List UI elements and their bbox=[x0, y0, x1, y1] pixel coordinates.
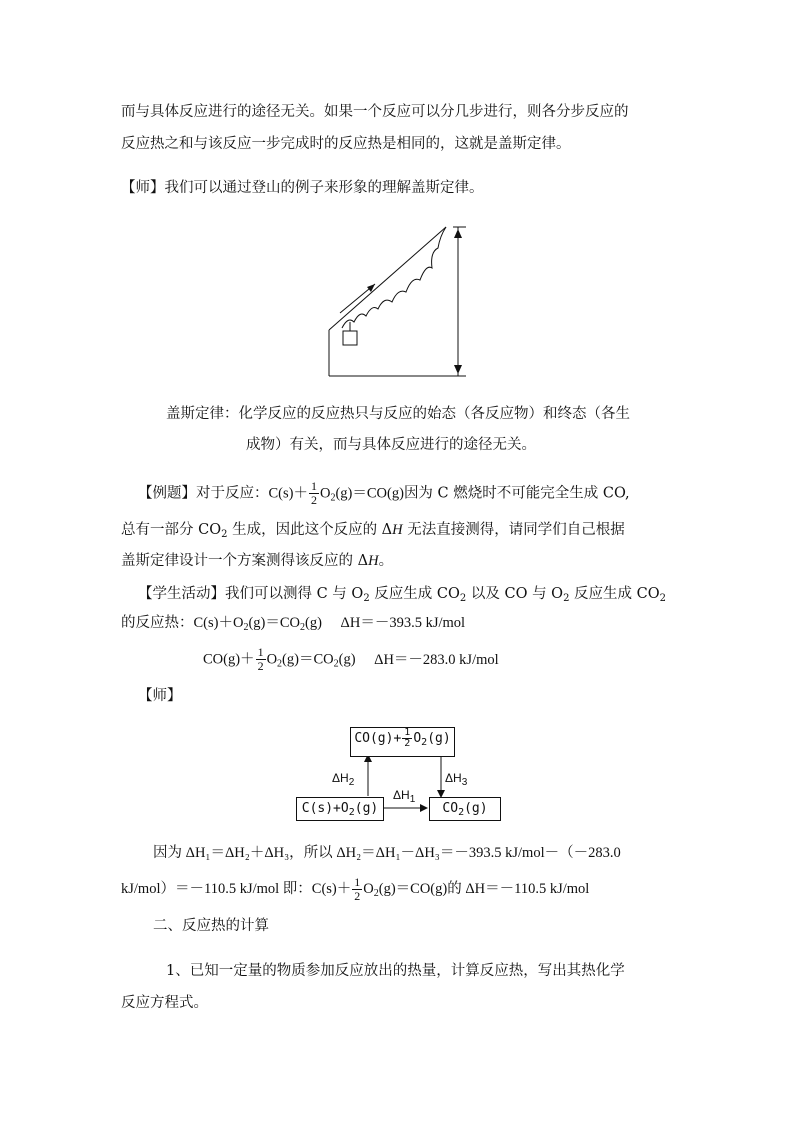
hess-law-line-2: 成物）有关，而与具体反应进行的途径无关。 bbox=[246, 437, 536, 453]
fraction-half bbox=[256, 646, 266, 673]
because-l2-b: O bbox=[363, 880, 374, 897]
delta-h-text: ΔH bbox=[393, 788, 410, 802]
activity-l1-b: 反应生成 CO bbox=[369, 586, 460, 602]
activity-line-2 bbox=[121, 613, 465, 633]
top-box-sub: 2 bbox=[421, 737, 428, 748]
mountain-climbing-figure bbox=[320, 218, 480, 382]
activity-tag: 【学生活动】 bbox=[138, 586, 225, 602]
activity-line-3 bbox=[203, 646, 499, 673]
final-state-box bbox=[429, 797, 501, 821]
activity-eq2-c: (g)＝CO bbox=[282, 651, 334, 668]
fraction-numerator: 1 bbox=[310, 479, 317, 493]
activity-eq2-d: (g) bbox=[338, 651, 356, 668]
activity-eq1-a: C(s)＋O bbox=[193, 615, 244, 631]
example-l3-b: 。 bbox=[378, 553, 394, 569]
delta-h3-label bbox=[445, 771, 468, 788]
example-l2-sub: 2 bbox=[221, 529, 228, 540]
delta-h2-label bbox=[332, 771, 355, 788]
activity-eq1-c: (g) bbox=[305, 615, 322, 631]
activity-sub: 2 bbox=[277, 658, 283, 670]
activity-sub: 2 bbox=[333, 658, 339, 670]
example-line-1 bbox=[138, 480, 630, 507]
example-lead: 对于反应： bbox=[196, 485, 269, 502]
fraction-denominator: 2 bbox=[354, 889, 361, 903]
top-box-c: (g) bbox=[427, 731, 451, 746]
activity-l1-c: 以及 CO 与 O bbox=[466, 586, 564, 602]
example-eq-right: (g)＝CO(g) bbox=[335, 485, 404, 502]
activity-line-1 bbox=[138, 584, 666, 604]
activity-eq1-b: (g)＝CO bbox=[248, 615, 301, 631]
example-l2-h: H bbox=[392, 522, 403, 538]
activity-sub: 2 bbox=[300, 622, 306, 633]
activity-l1-d: 反应生成 CO bbox=[569, 586, 660, 602]
activity-eq2-dh: ΔH＝－283.0 kJ/mol bbox=[374, 651, 499, 668]
delta-h-sub: 1 bbox=[409, 794, 416, 805]
fraction-denominator: 2 bbox=[404, 738, 411, 749]
section-2-heading: 二、反应热的计算 bbox=[153, 918, 269, 934]
example-l2-c: 无法直接测得，请同学们自己根据 bbox=[402, 522, 625, 538]
example-eq-left: C(s)＋ bbox=[268, 485, 308, 502]
example-tag: 【例题】 bbox=[138, 485, 196, 502]
delta-h1-label bbox=[393, 788, 416, 805]
because-eq1: ΔH₁＝ΔH₂＋ΔH₃， bbox=[185, 845, 304, 861]
example-line-3 bbox=[121, 551, 393, 571]
activity-l1-a: 我们可以测得 C 与 O bbox=[225, 586, 364, 602]
because-l2-a: kJ/mol）＝－110.5 kJ/mol 即：C(s)＋ bbox=[121, 880, 352, 897]
delta-h-text: ΔH bbox=[332, 771, 349, 785]
teacher-line-1: 【师】我们可以通过登山的例子来形象的理解盖斯定律。 bbox=[121, 180, 484, 196]
hess-law-line-1: 盖斯定律：化学反应的反应热只与反应的始态（各反应物）和终态（各生 bbox=[166, 406, 630, 422]
fraction-numerator: 1 bbox=[257, 645, 264, 659]
because-eq2: ΔH₂＝ΔH₁－ΔH₃＝－393.5 kJ/mol－（－283.0 bbox=[336, 845, 621, 861]
activity-eq2-a: CO(g)＋ bbox=[203, 651, 255, 668]
top-box-a: CO(g)+ bbox=[354, 731, 402, 746]
left-box-b: (g) bbox=[354, 801, 379, 816]
activity-sub: 2 bbox=[659, 593, 667, 604]
example-l3-a: 盖斯定律设计一个方案测得该反应的 Δ bbox=[121, 553, 369, 569]
fraction-denominator: 2 bbox=[310, 493, 317, 507]
initial-state-box bbox=[296, 797, 384, 821]
delta-h-sub: 3 bbox=[461, 777, 468, 788]
example-o2-sub: 2 bbox=[330, 492, 336, 504]
because-mid: 所以 bbox=[303, 845, 337, 861]
because-line-1 bbox=[153, 843, 621, 863]
activity-sub: 2 bbox=[243, 622, 249, 633]
example-l2-a: 总有一部分 CO bbox=[121, 522, 222, 538]
item-1-line-2: 反应方程式。 bbox=[121, 995, 208, 1011]
top-state-box bbox=[350, 727, 455, 757]
fraction-numerator: 1 bbox=[354, 875, 361, 889]
delta-h-text: ΔH bbox=[445, 771, 462, 785]
example-tail: 因为 C 燃烧时不可能完全生成 CO, bbox=[403, 485, 630, 502]
left-box-sub: 2 bbox=[348, 807, 355, 818]
fraction-numerator: 1 bbox=[404, 727, 411, 738]
left-box-a: C(s)+O bbox=[301, 801, 349, 816]
fraction-denominator: 2 bbox=[257, 659, 264, 673]
fraction-half bbox=[352, 876, 362, 903]
intro-line-2: 反应热之和与该反应一步完成时的反应热是相同的，这就是盖斯定律。 bbox=[121, 136, 571, 152]
right-box-b: (g) bbox=[464, 801, 488, 816]
example-l3-h: H bbox=[368, 553, 379, 569]
activity-eq1-dh: ΔH＝－393.5 kJ/mol bbox=[340, 615, 466, 631]
activity-l2-lead: 的反应热： bbox=[121, 615, 194, 631]
activity-sub: 2 bbox=[563, 593, 570, 604]
teacher-line-2: 【师】 bbox=[138, 688, 182, 704]
example-l2-b: 生成，因此这个反应的 Δ bbox=[227, 522, 393, 538]
fraction-half bbox=[309, 480, 319, 507]
activity-sub: 2 bbox=[363, 593, 370, 604]
activity-sub: 2 bbox=[459, 593, 467, 604]
example-line-2 bbox=[121, 520, 625, 540]
fraction-half bbox=[402, 728, 412, 749]
item-1-line-1: 1、已知一定量的物质参加反应放出的热量，计算反应热，写出其热化学 bbox=[166, 963, 625, 979]
because-line-2 bbox=[121, 876, 589, 903]
top-box-b: O bbox=[413, 731, 422, 746]
example-o2: O bbox=[319, 485, 331, 502]
because-l2-sub: 2 bbox=[373, 887, 379, 899]
delta-h-sub: 2 bbox=[348, 777, 355, 788]
intro-line-1: 而与具体反应进行的途径无关。如果一个反应可以分几步进行，则各分步反应的 bbox=[121, 104, 629, 120]
because-lead: 因为 bbox=[153, 845, 186, 861]
activity-eq2-b: O bbox=[266, 651, 278, 668]
right-box-a: CO bbox=[442, 801, 459, 816]
right-box-sub: 2 bbox=[458, 807, 465, 818]
because-l2-c: (g)＝CO(g)的 ΔH＝－110.5 kJ/mol bbox=[378, 880, 590, 897]
